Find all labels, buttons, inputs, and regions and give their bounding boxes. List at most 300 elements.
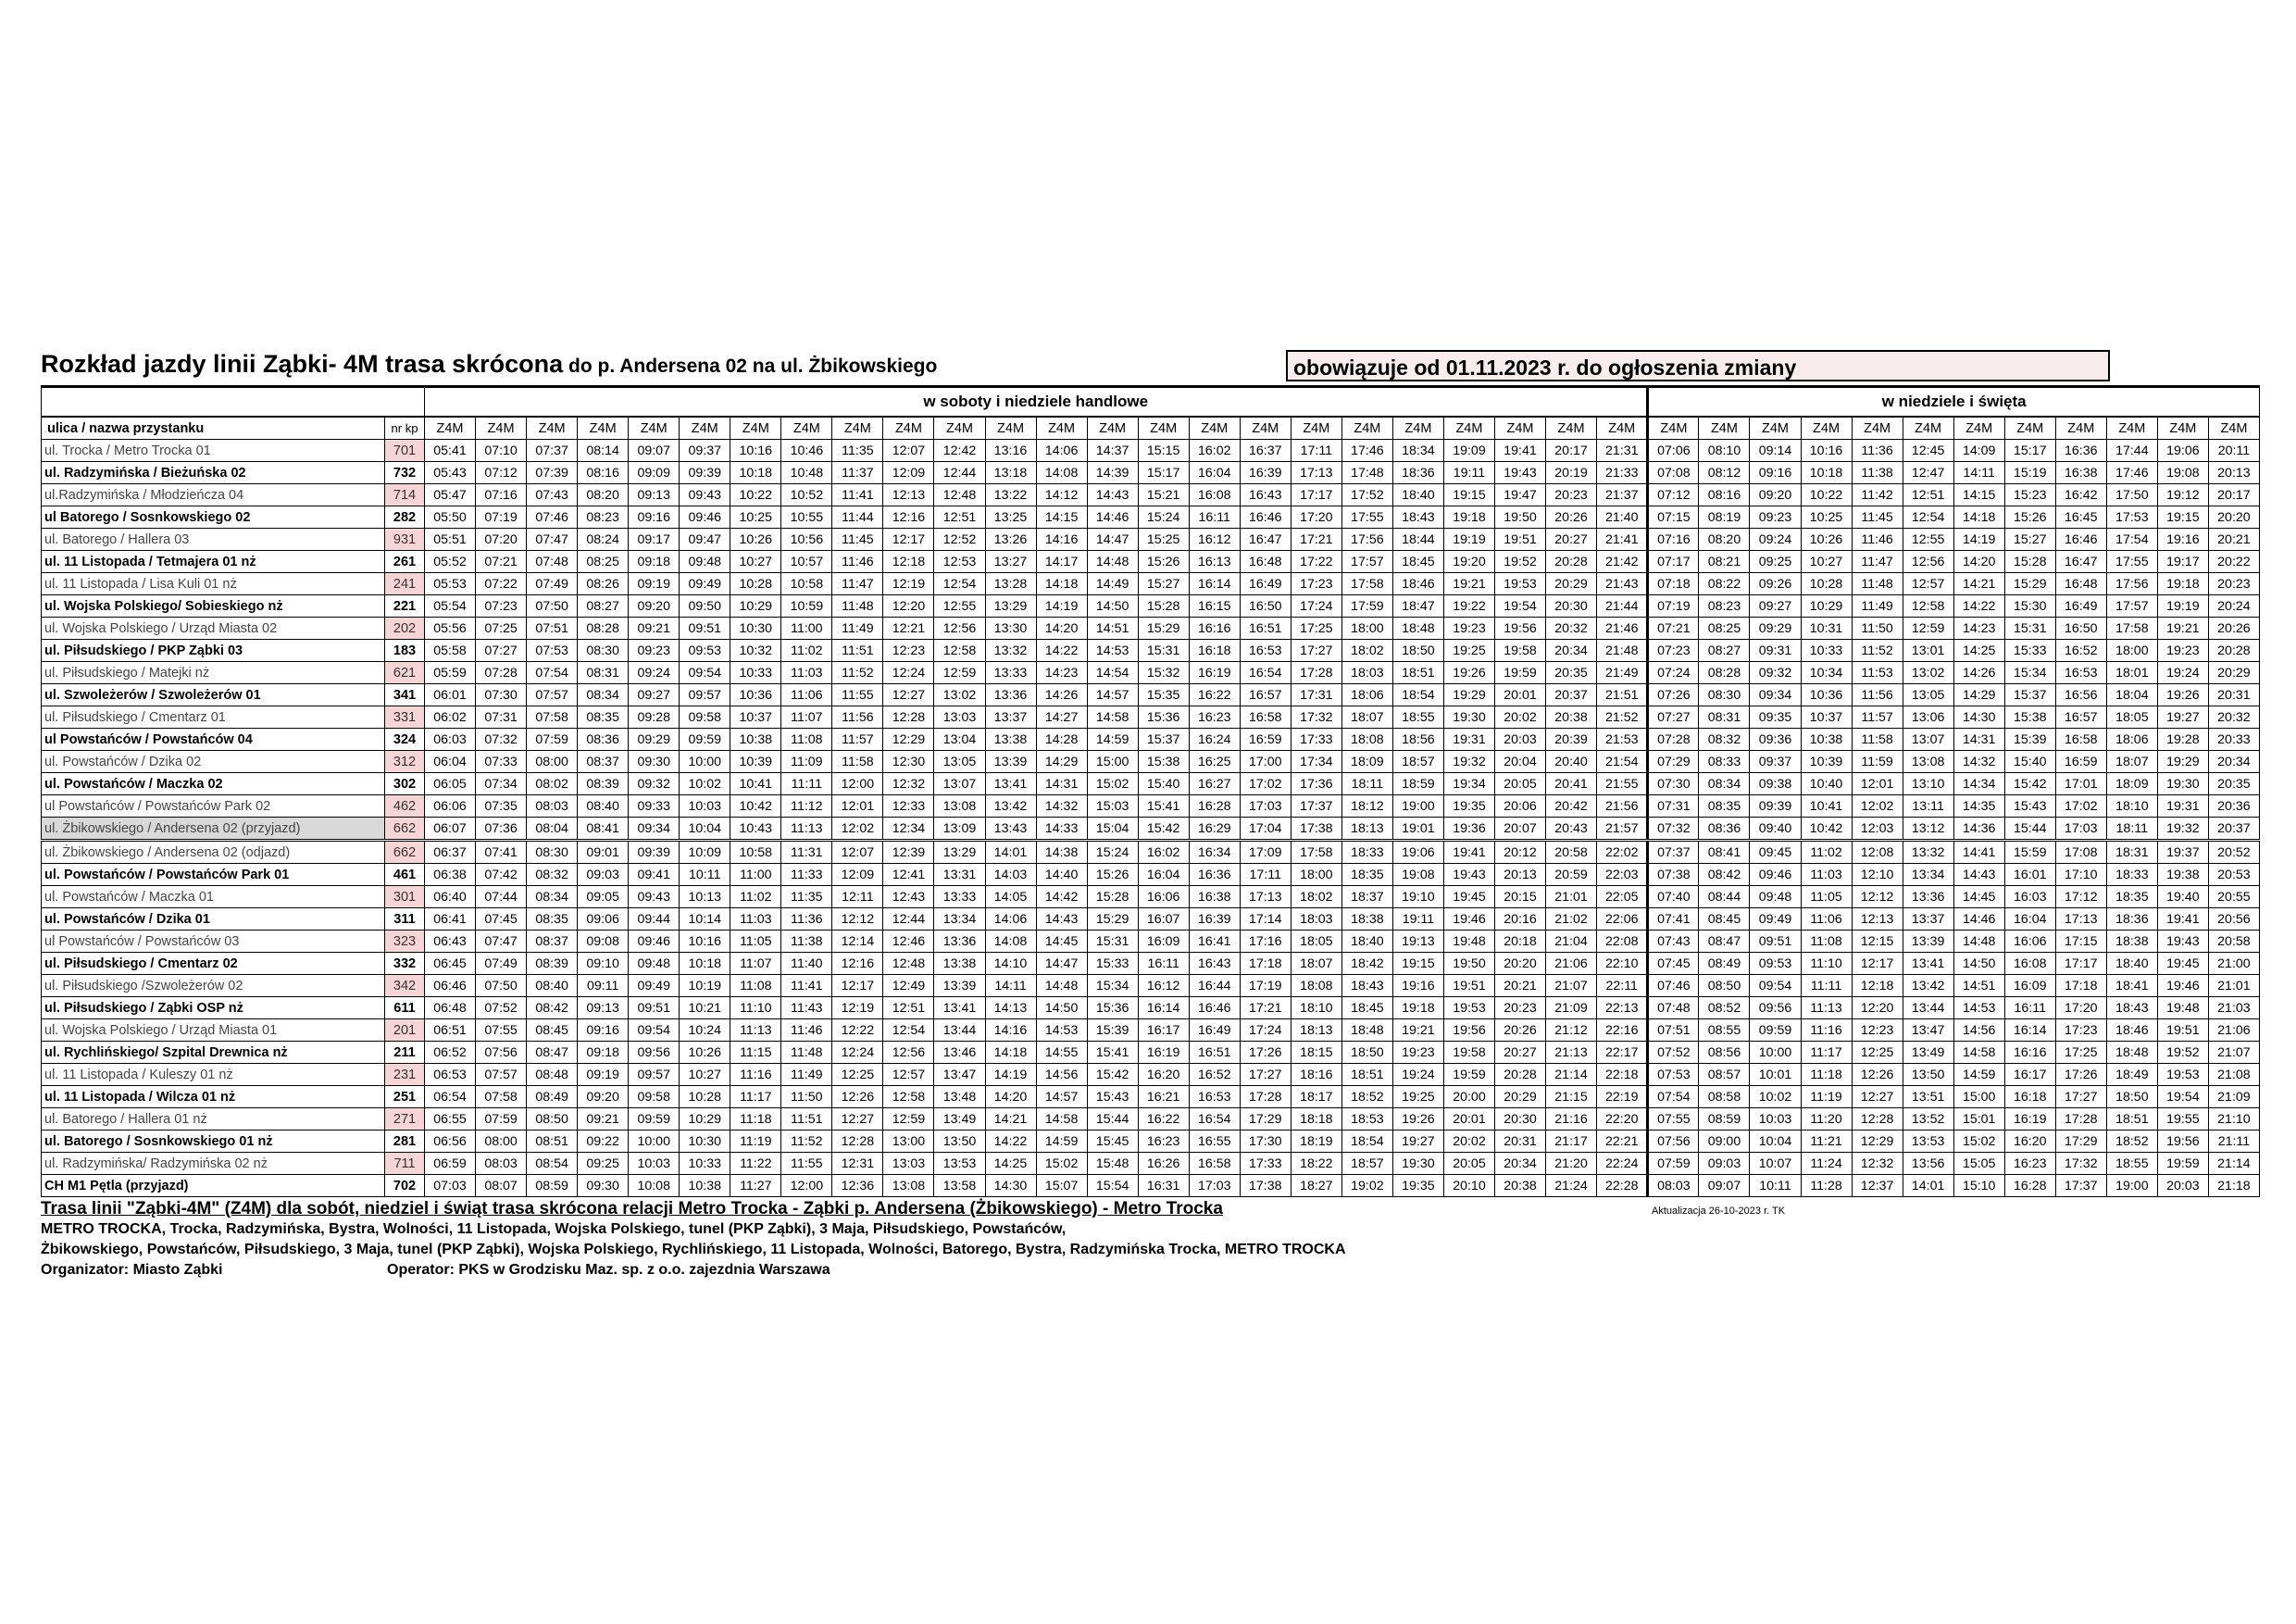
departure-time: 07:28	[476, 662, 527, 684]
departure-time: 07:20	[476, 529, 527, 551]
departure-time: 20:27	[1546, 529, 1597, 551]
departure-time: 12:21	[883, 618, 934, 640]
stop-number: 211	[385, 1042, 425, 1064]
departure-time: 21:14	[2208, 1153, 2259, 1175]
departure-time: 10:27	[680, 1064, 730, 1086]
departure-time: 09:51	[680, 618, 730, 640]
departure-time: 17:57	[2106, 595, 2157, 618]
departure-time: 15:38	[2004, 706, 2055, 729]
departure-time: 20:52	[2208, 841, 2259, 864]
departure-time: 08:30	[1699, 684, 1750, 706]
table-row	[42, 729, 2260, 751]
departure-time: 08:21	[1699, 551, 1750, 573]
departure-time: 16:04	[1138, 864, 1189, 886]
departure-time: 12:16	[883, 506, 934, 529]
departure-time: 18:33	[2106, 864, 2157, 886]
departure-time: 16:02	[1189, 440, 1240, 462]
departure-time: 19:29	[2157, 751, 2208, 773]
departure-time: 09:07	[1699, 1175, 1750, 1197]
table-row	[42, 529, 2260, 551]
departure-time: 19:38	[2157, 864, 2208, 886]
departure-time: 18:50	[1392, 640, 1443, 662]
departure-time: 08:47	[1699, 931, 1750, 953]
departure-time: 15:28	[2004, 551, 2055, 573]
stop-number: 201	[385, 1019, 425, 1042]
departure-time: 08:45	[527, 1019, 578, 1042]
departure-time: 10:39	[730, 751, 781, 773]
departure-time: 17:18	[1240, 953, 1291, 975]
departure-time: 22:24	[1597, 1153, 1648, 1175]
table-row	[42, 931, 2260, 953]
departure-time: 07:41	[476, 841, 527, 864]
departure-time: 07:36	[476, 818, 527, 841]
departure-time: 19:19	[2157, 595, 2208, 618]
departure-time: 06:03	[425, 729, 476, 751]
departure-time: 07:43	[527, 484, 578, 506]
departure-time: 11:05	[730, 931, 781, 953]
departure-time: 13:38	[934, 953, 985, 975]
departure-time: 21:49	[1597, 662, 1648, 684]
departure-time: 10:27	[730, 551, 781, 573]
departure-time: 11:56	[1852, 684, 1903, 706]
page-title	[41, 350, 937, 379]
departure-time: 19:08	[2157, 462, 2208, 484]
departure-time: 10:38	[730, 729, 781, 751]
stop-name: ul Batorego / Sosnkowskiego 02	[42, 506, 385, 529]
departure-time: 19:09	[1443, 440, 1494, 462]
departure-time: 17:26	[1240, 1042, 1291, 1064]
departure-time: 19:22	[1443, 595, 1494, 618]
table-row	[42, 1175, 2260, 1197]
departure-time: 11:18	[1801, 1064, 1852, 1086]
departure-time: 22:06	[1597, 908, 1648, 931]
departure-time: 07:28	[1648, 729, 1699, 751]
departure-time: 14:11	[985, 975, 1036, 997]
departure-time: 08:07	[476, 1175, 527, 1197]
departure-time: 20:27	[1494, 1042, 1545, 1064]
departure-time: 17:27	[1240, 1064, 1291, 1086]
departure-time: 12:36	[832, 1175, 883, 1197]
departure-time: 20:01	[1494, 684, 1545, 706]
table-row	[42, 886, 2260, 908]
route-title: Trasa linii "Ząbki-4M" (Z4M) dla sobót, niedziel i świąt trasa skrócona relacji Metro Trocka - Ząbki p. Andersena (Żbikowskiego) - Metro Trocka	[41, 1199, 1223, 1218]
departure-time: 13:34	[934, 908, 985, 931]
departure-time: 11:20	[1801, 1108, 1852, 1131]
departure-time: 19:26	[2157, 684, 2208, 706]
column-header-stop: ulica / nazwa przystanku	[42, 417, 385, 440]
departure-time: 19:26	[1392, 1108, 1443, 1131]
stop-number: 282	[385, 506, 425, 529]
departure-time: 12:32	[1852, 1153, 1903, 1175]
departure-time: 19:51	[2157, 1019, 2208, 1042]
column-header-line: Z4M	[883, 417, 934, 440]
departure-time: 18:43	[2106, 997, 2157, 1019]
departure-time: 20:26	[2208, 618, 2259, 640]
departure-time: 11:17	[730, 1086, 781, 1108]
departure-time: 20:37	[2208, 818, 2259, 841]
departure-time: 09:49	[629, 975, 680, 997]
departure-time: 07:48	[527, 551, 578, 573]
departure-time: 20:10	[1443, 1175, 1494, 1197]
stop-name: ul. 11 Listopada / Lisa Kuli 01 nż	[42, 573, 385, 595]
departure-time: 13:22	[985, 484, 1036, 506]
departure-time: 15:43	[1087, 1086, 1138, 1108]
column-header-line: Z4M	[1699, 417, 1750, 440]
departure-time: 10:33	[680, 1153, 730, 1175]
departure-time: 11:59	[1852, 751, 1903, 773]
departure-time: 14:48	[1953, 931, 2004, 953]
departure-time: 08:44	[1699, 886, 1750, 908]
departure-time: 08:14	[578, 440, 629, 462]
departure-time: 17:55	[1341, 506, 1392, 529]
departure-time: 11:36	[781, 908, 832, 931]
departure-time: 18:00	[1291, 864, 1341, 886]
departure-time: 19:15	[2157, 506, 2208, 529]
departure-time: 13:00	[883, 1131, 934, 1153]
departure-time: 13:38	[985, 729, 1036, 751]
departure-time: 16:50	[2055, 618, 2106, 640]
departure-time: 20:41	[1546, 773, 1597, 795]
departure-time: 11:57	[1852, 706, 1903, 729]
stop-name: ul. Radzymińska/ Radzymińska 02 nż	[42, 1153, 385, 1175]
departure-time: 19:31	[2157, 795, 2208, 818]
departure-time: 19:59	[1494, 662, 1545, 684]
departure-time: 20:28	[1546, 551, 1597, 573]
departure-time: 12:53	[934, 551, 985, 573]
departure-time: 17:03	[1189, 1175, 1240, 1197]
departure-time: 07:50	[476, 975, 527, 997]
departure-time: 12:18	[883, 551, 934, 573]
departure-time: 08:52	[1699, 997, 1750, 1019]
departure-time: 09:47	[680, 529, 730, 551]
departure-time: 16:11	[2004, 997, 2055, 1019]
departure-time: 09:46	[1750, 864, 1801, 886]
departure-time: 11:15	[730, 1042, 781, 1064]
departure-time: 16:43	[1240, 484, 1291, 506]
departure-time: 19:59	[1443, 1064, 1494, 1086]
departure-time: 16:13	[1189, 551, 1240, 573]
departure-time: 15:42	[1087, 1064, 1138, 1086]
departure-time: 14:59	[1953, 1064, 2004, 1086]
departure-time: 10:02	[1750, 1086, 1801, 1108]
departure-time: 11:38	[1852, 462, 1903, 484]
table-row	[42, 751, 2260, 773]
departure-time: 18:18	[1291, 1108, 1341, 1131]
departure-time: 10:00	[680, 751, 730, 773]
departure-time: 17:48	[1341, 462, 1392, 484]
departure-time: 10:34	[1801, 662, 1852, 684]
departure-time: 18:07	[1291, 953, 1341, 975]
departure-time: 12:00	[781, 1175, 832, 1197]
departure-time: 14:37	[1087, 440, 1138, 462]
departure-time: 14:51	[1087, 618, 1138, 640]
departure-time: 15:26	[1087, 864, 1138, 886]
departure-time: 16:52	[1189, 1064, 1240, 1086]
departure-time: 14:47	[1087, 529, 1138, 551]
departure-time: 10:22	[730, 484, 781, 506]
departure-time: 10:25	[1801, 506, 1852, 529]
departure-time: 19:56	[2157, 1131, 2208, 1153]
departure-time: 12:55	[934, 595, 985, 618]
departure-time: 12:45	[1903, 440, 1953, 462]
departure-time: 20:13	[2208, 462, 2259, 484]
table-row	[42, 1108, 2260, 1131]
departure-time: 08:03	[527, 795, 578, 818]
departure-time: 07:58	[476, 1086, 527, 1108]
departure-time: 08:40	[578, 795, 629, 818]
departure-time: 14:47	[1036, 953, 1087, 975]
departure-time: 12:32	[883, 773, 934, 795]
departure-time: 08:10	[1699, 440, 1750, 462]
departure-time: 11:08	[781, 729, 832, 751]
departure-time: 12:19	[883, 573, 934, 595]
timetable-table	[41, 385, 2260, 1197]
departure-time: 14:15	[1036, 506, 1087, 529]
departure-time: 11:45	[832, 529, 883, 551]
departure-time: 16:15	[1189, 595, 1240, 618]
departure-time: 08:35	[578, 706, 629, 729]
stop-name: ul. Powstańców / Powstańców Park 01	[42, 864, 385, 886]
departure-time: 17:09	[1240, 841, 1291, 864]
stop-name: CH M1 Pętla (przyjazd)	[42, 1175, 385, 1197]
departure-time: 06:45	[425, 953, 476, 975]
departure-time: 06:46	[425, 975, 476, 997]
departure-time: 17:27	[2055, 1086, 2106, 1108]
departure-time: 17:28	[1240, 1086, 1291, 1108]
departure-time: 16:28	[2004, 1175, 2055, 1197]
departure-time: 10:39	[1801, 751, 1852, 773]
departure-time: 16:50	[1240, 595, 1291, 618]
departure-time: 07:25	[476, 618, 527, 640]
departure-time: 12:18	[1852, 975, 1903, 997]
departure-time: 15:29	[1138, 618, 1189, 640]
departure-time: 14:03	[985, 864, 1036, 886]
departure-time: 19:11	[1392, 908, 1443, 931]
departure-time: 09:44	[629, 908, 680, 931]
column-header-line: Z4M	[1546, 417, 1597, 440]
departure-time: 08:57	[1699, 1064, 1750, 1086]
departure-time: 16:25	[1189, 751, 1240, 773]
departure-time: 14:32	[1953, 751, 2004, 773]
departure-time: 07:12	[476, 462, 527, 484]
departure-time: 16:48	[2055, 573, 2106, 595]
departure-time: 18:10	[2106, 795, 2157, 818]
departure-time: 12:56	[883, 1042, 934, 1064]
departure-time: 10:14	[680, 908, 730, 931]
departure-time: 13:08	[934, 795, 985, 818]
departure-time: 16:48	[1240, 551, 1291, 573]
departure-time: 18:00	[1341, 618, 1392, 640]
departure-time: 18:38	[1341, 908, 1392, 931]
departure-time: 09:58	[629, 1086, 680, 1108]
departure-time: 17:55	[2106, 551, 2157, 573]
departure-time: 21:01	[2208, 975, 2259, 997]
departure-time: 18:51	[2106, 1108, 2157, 1131]
departure-time: 11:09	[781, 751, 832, 773]
departure-time: 05:51	[425, 529, 476, 551]
column-header-nr: nr kp	[385, 417, 425, 440]
departure-time: 16:22	[1138, 1108, 1189, 1131]
departure-time: 15:04	[1087, 818, 1138, 841]
departure-time: 16:29	[1189, 818, 1240, 841]
departure-time: 17:13	[1240, 886, 1291, 908]
departure-time: 12:34	[883, 818, 934, 841]
departure-time: 12:00	[832, 773, 883, 795]
departure-time: 19:54	[2157, 1086, 2208, 1108]
departure-time: 09:16	[629, 506, 680, 529]
departure-time: 08:12	[1699, 462, 1750, 484]
departure-time: 09:48	[680, 551, 730, 573]
departure-time: 16:58	[1240, 706, 1291, 729]
departure-time: 15:34	[1087, 975, 1138, 997]
column-header-line: Z4M	[1138, 417, 1189, 440]
departure-time: 11:52	[781, 1131, 832, 1153]
column-header-line: Z4M	[2004, 417, 2055, 440]
departure-time: 14:29	[1036, 751, 1087, 773]
departure-time: 08:34	[578, 684, 629, 706]
departure-time: 10:58	[730, 841, 781, 864]
departure-time: 12:07	[832, 841, 883, 864]
departure-time: 15:26	[1138, 551, 1189, 573]
departure-time: 19:43	[1494, 462, 1545, 484]
departure-time: 08:39	[578, 773, 629, 795]
departure-time: 07:30	[1648, 773, 1699, 795]
departure-time: 10:25	[730, 506, 781, 529]
departure-time: 19:52	[2157, 1042, 2208, 1064]
departure-time: 08:42	[1699, 864, 1750, 886]
departure-time: 18:34	[1392, 440, 1443, 462]
departure-time: 21:04	[1546, 931, 1597, 953]
departure-time: 07:32	[476, 729, 527, 751]
departure-time: 14:57	[1036, 1086, 1087, 1108]
departure-time: 15:59	[2004, 841, 2055, 864]
departure-time: 13:29	[934, 841, 985, 864]
departure-time: 17:57	[1341, 551, 1392, 573]
departure-time: 12:11	[832, 886, 883, 908]
departure-time: 06:56	[425, 1131, 476, 1153]
departure-time: 11:47	[832, 573, 883, 595]
departure-time: 22:21	[1597, 1131, 1648, 1153]
departure-time: 10:11	[680, 864, 730, 886]
departure-time: 07:08	[1648, 462, 1699, 484]
departure-time: 21:46	[1597, 618, 1648, 640]
departure-time: 14:43	[1036, 908, 1087, 931]
departure-time: 15:25	[1138, 529, 1189, 551]
departure-time: 18:05	[2106, 706, 2157, 729]
stop-number: 702	[385, 1175, 425, 1197]
departure-time: 13:11	[1903, 795, 1953, 818]
departure-time: 12:17	[1852, 953, 1903, 975]
departure-time: 19:10	[1392, 886, 1443, 908]
stop-name: ul. Piłsudskiego / Matejki nż	[42, 662, 385, 684]
departure-time: 15:39	[1087, 1019, 1138, 1042]
departure-time: 19:29	[1443, 684, 1494, 706]
departure-time: 11:46	[832, 551, 883, 573]
departure-time: 16:20	[2004, 1131, 2055, 1153]
departure-time: 14:13	[985, 997, 1036, 1019]
departure-time: 19:45	[1443, 886, 1494, 908]
departure-time: 20:22	[2208, 551, 2259, 573]
departure-time: 12:01	[832, 795, 883, 818]
footer	[41, 1199, 2259, 1280]
departure-time: 09:30	[578, 1175, 629, 1197]
column-header-line: Z4M	[1189, 417, 1240, 440]
departure-time: 07:53	[1648, 1064, 1699, 1086]
departure-time: 13:25	[985, 506, 1036, 529]
departure-time: 09:20	[578, 1086, 629, 1108]
departure-time: 08:55	[1699, 1019, 1750, 1042]
departure-time: 15:36	[1138, 706, 1189, 729]
departure-time: 09:27	[629, 684, 680, 706]
departure-time: 09:54	[629, 1019, 680, 1042]
departure-time: 20:29	[1494, 1086, 1545, 1108]
departure-time: 20:34	[1494, 1153, 1545, 1175]
stop-name: ul.Radzymińska / Młodzieńcza 04	[42, 484, 385, 506]
departure-time: 19:12	[2157, 484, 2208, 506]
departure-time: 08:49	[1699, 953, 1750, 975]
title-main: Rozkład jazdy linii Ząbki- 4M trasa skrócona	[41, 350, 564, 378]
departure-time: 12:20	[1852, 997, 1903, 1019]
departure-time: 09:45	[1750, 841, 1801, 864]
departure-time: 12:29	[883, 729, 934, 751]
departure-time: 09:24	[629, 662, 680, 684]
departure-time: 16:38	[2055, 462, 2106, 484]
departure-time: 10:16	[730, 440, 781, 462]
departure-time: 14:58	[1036, 1108, 1087, 1131]
departure-time: 15:41	[1087, 1042, 1138, 1064]
departure-time: 12:30	[883, 751, 934, 773]
departure-time: 15:42	[1138, 818, 1189, 841]
departure-time: 13:26	[985, 529, 1036, 551]
departure-time: 10:08	[629, 1175, 680, 1197]
departure-time: 16:17	[1138, 1019, 1189, 1042]
departure-time: 06:07	[425, 818, 476, 841]
departure-time: 11:02	[781, 640, 832, 662]
departure-time: 21:56	[1597, 795, 1648, 818]
column-header-line: Z4M	[629, 417, 680, 440]
departure-time: 10:43	[730, 818, 781, 841]
departure-time: 19:08	[1392, 864, 1443, 886]
departure-time: 21:48	[1597, 640, 1648, 662]
departure-time: 18:07	[2106, 751, 2157, 773]
departure-time: 09:54	[1750, 975, 1801, 997]
departure-time: 17:38	[1291, 818, 1341, 841]
departure-time: 08:19	[1699, 506, 1750, 529]
departure-time: 09:03	[578, 864, 629, 886]
departure-time: 05:53	[425, 573, 476, 595]
departure-time: 20:20	[2208, 506, 2259, 529]
departure-time: 12:29	[1852, 1131, 1903, 1153]
departure-time: 21:37	[1597, 484, 1648, 506]
departure-time: 07:51	[1648, 1019, 1699, 1042]
departure-time: 19:23	[1392, 1042, 1443, 1064]
departure-time: 14:30	[1953, 706, 2004, 729]
departure-time: 07:21	[1648, 618, 1699, 640]
departure-time: 17:08	[2055, 841, 2106, 864]
departure-time: 12:44	[883, 908, 934, 931]
departure-time: 09:39	[680, 462, 730, 484]
departure-time: 14:50	[1087, 595, 1138, 618]
stop-name: ul Powstańców / Powstańców 03	[42, 931, 385, 953]
table-row	[42, 773, 2260, 795]
departure-time: 19:37	[2157, 841, 2208, 864]
departure-time: 14:22	[1036, 640, 1087, 662]
departure-time: 09:53	[1750, 953, 1801, 975]
stop-number: 331	[385, 706, 425, 729]
departure-time: 07:55	[476, 1019, 527, 1042]
departure-time: 21:31	[1597, 440, 1648, 462]
departure-time: 11:44	[832, 506, 883, 529]
